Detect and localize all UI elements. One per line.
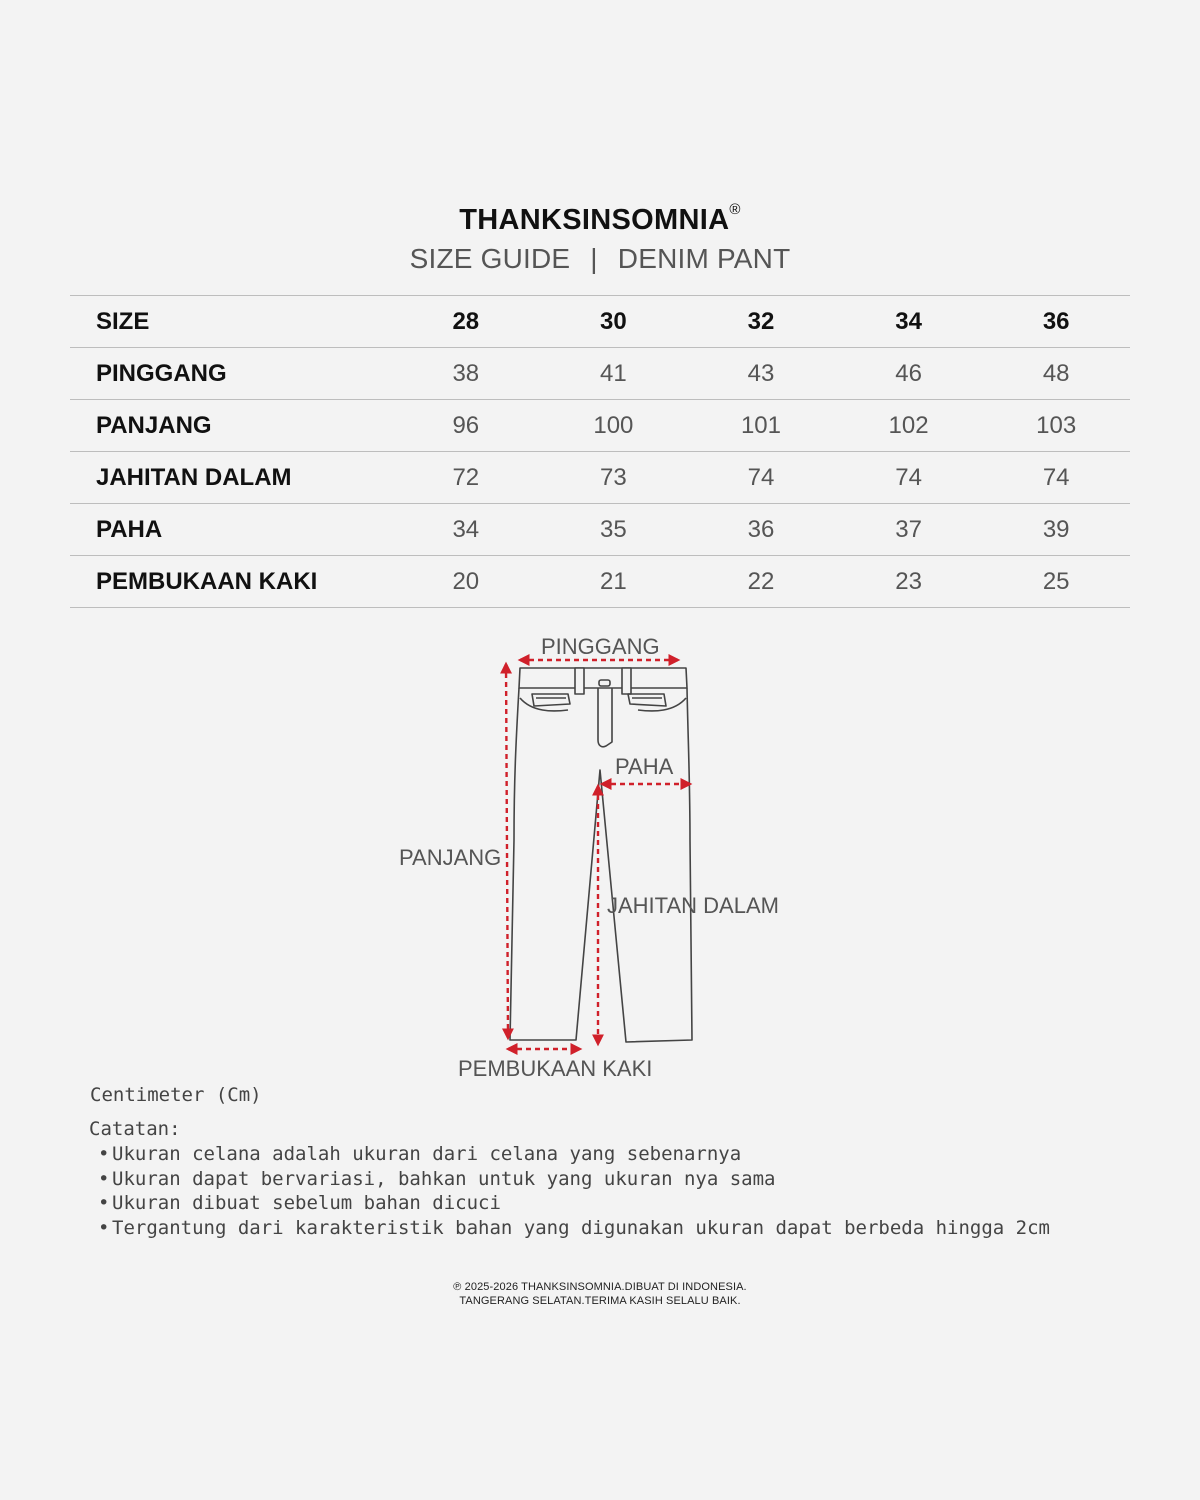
table-cell: 72 (452, 463, 480, 491)
header-size-cell: 36 (1042, 307, 1070, 335)
bullet: • (98, 1192, 110, 1215)
thigh-label: PAHA (615, 754, 674, 779)
table-cell: 74 (895, 463, 922, 491)
table-cell: 25 (1042, 567, 1070, 595)
table-cell: 48 (1042, 359, 1070, 387)
table-cell: 39 (1042, 515, 1070, 543)
table-cell: 35 (600, 515, 627, 543)
note-text: Ukuran dibuat sebelum bahan dicuci (112, 1192, 501, 1215)
note-text: Ukuran celana adalah ukuran dari celana yang sebenarnya (112, 1143, 742, 1165)
length-measure-line (506, 664, 508, 1038)
bullet: • (98, 1217, 110, 1240)
header-size-cell: 30 (600, 307, 627, 335)
table-cell: 37 (895, 515, 922, 543)
note-text: Tergantung dari karakteristik bahan yang digunakan ukuran dapat berbeda hingga 2cm (112, 1217, 1050, 1240)
length-label: PANJANG (399, 845, 502, 870)
table-cell: 41 (600, 359, 627, 387)
brand-name: THANKSINSOMNIA (459, 204, 730, 236)
notes-list (98, 1142, 1050, 1241)
table-cell: 74 (747, 463, 775, 491)
row-label: JAHITAN DALAM (96, 463, 292, 491)
footer-line-1: ℗ 2025-2026 THANKSINSOMNIA.DIBUAT DI INDONESIA. (453, 1281, 747, 1293)
table-cell: 74 (1042, 463, 1070, 491)
table-cell: 46 (895, 359, 922, 387)
row-label: PAHA (96, 515, 163, 543)
subtitle-guide: SIZE GUIDE (409, 243, 571, 274)
table-cell: 96 (452, 411, 480, 439)
table-cell: 23 (895, 567, 922, 595)
header-size-cell: 32 (747, 307, 775, 335)
registered-mark: ® (729, 201, 741, 219)
table-cell: 34 (452, 515, 480, 543)
table-cell: 103 (1036, 411, 1077, 439)
note-item (98, 1167, 1050, 1192)
row-label: PINGGANG (96, 359, 227, 387)
notes-title: Catatan: (89, 1118, 181, 1140)
table-cell: 102 (888, 411, 929, 439)
table-cell: 43 (747, 359, 775, 387)
bullet: • (98, 1167, 110, 1190)
table-cell: 22 (747, 567, 775, 595)
table-cell: 73 (600, 463, 627, 491)
subtitle-separator: | (590, 243, 598, 274)
table-cell: 36 (747, 515, 775, 543)
footer (0, 1280, 1200, 1308)
inseam-label: JAHITAN DALAM (607, 893, 779, 918)
table-cell: 100 (593, 411, 634, 439)
waist-label: PINGGANG (541, 634, 660, 659)
leg-opening-label: PEMBUKAAN KAKI (458, 1056, 653, 1081)
unit-label: Centimeter (Cm) (90, 1084, 262, 1106)
footer-line-2: TANGERANG SELATAN.TERIMA KASIH SELALU BAIK. (459, 1295, 741, 1307)
row-label: PEMBUKAAN KAKI (96, 567, 318, 595)
note-item (98, 1142, 1050, 1167)
header-size-cell: 34 (895, 307, 922, 335)
table-cell: 101 (740, 411, 781, 439)
note-item (98, 1216, 1050, 1241)
table-cell: 21 (600, 567, 627, 595)
row-label: PANJANG (96, 411, 212, 439)
pants-outline (510, 668, 692, 1042)
header-size-label: SIZE (96, 307, 150, 335)
table-cell: 20 (452, 567, 480, 595)
header-size-cell: 28 (452, 307, 480, 335)
note-text: Ukuran dapat bervariasi, bahkan untuk yang ukuran nya sama (112, 1167, 776, 1190)
subtitle-product: DENIM PANT (617, 243, 791, 274)
note-item (98, 1191, 1050, 1216)
table-cell: 38 (452, 359, 480, 387)
bullet: • (98, 1143, 110, 1165)
